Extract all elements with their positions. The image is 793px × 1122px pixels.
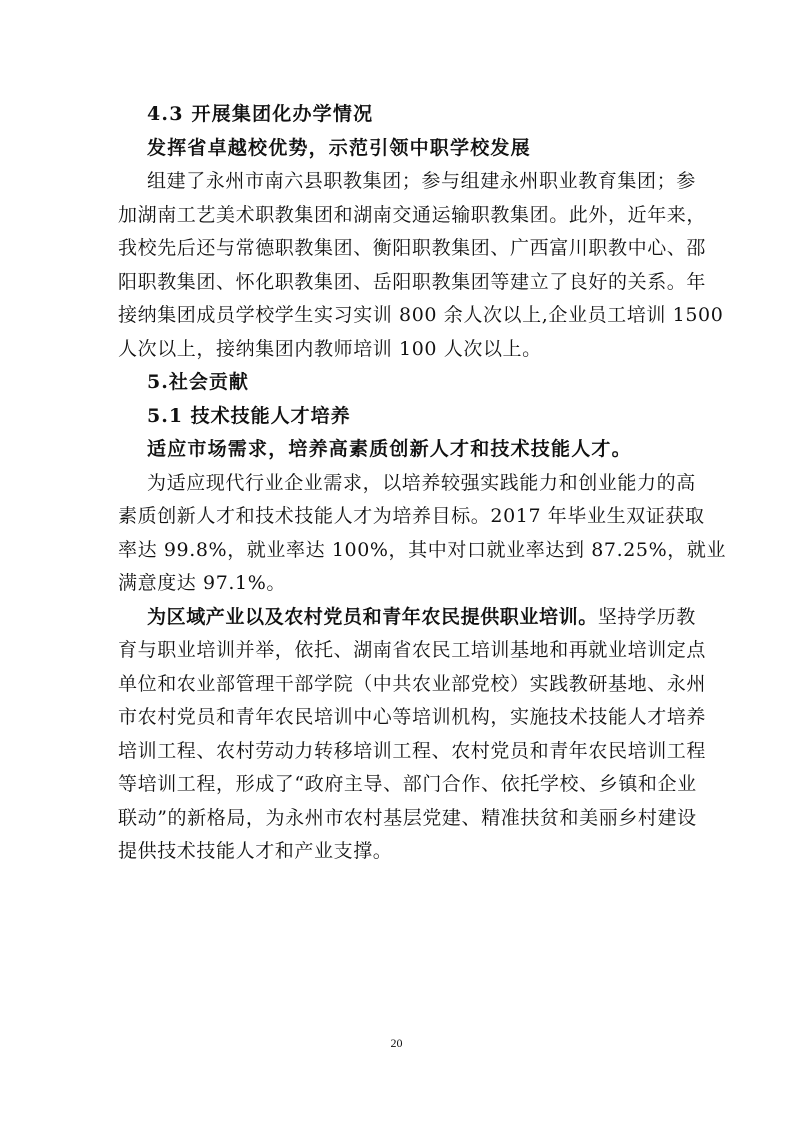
paragraph-line bbox=[118, 601, 696, 635]
paragraph-line: 培训工程、农村劳动力转移培训工程、农村党员和青年农民培训工程 bbox=[118, 739, 707, 762]
section-subheading-5-1: 适应市场需求，培养高素质创新人才和技术技能人才。 bbox=[147, 438, 632, 460]
paragraph-line: 我校先后还与常德职教集团、衡阳职教集团、广西富川职教中心、邵 bbox=[118, 237, 707, 259]
paragraph-line: 育与职业培训并举，依托、湖南省农民工培训基地和再就业培训定点 bbox=[118, 639, 707, 661]
lead-continuation: 坚持学历教 bbox=[597, 605, 696, 628]
paragraph-line: 加湖南工艺美术职教集团和湖南交通运输职教集团。此外，近年来， bbox=[118, 203, 707, 226]
section-subheading-4-3: 发挥省卓越校优势，示范引领中职学校发展 bbox=[147, 136, 531, 159]
page-number: 20 bbox=[390, 1036, 403, 1050]
paragraph-line: 组建了永州市南六县职教集团；参与组建永州职业教育集团；参 bbox=[147, 170, 696, 192]
paragraph-line: 为适应现代行业企业需求，以培养较强实践能力和创业能力的高 bbox=[147, 471, 696, 494]
paragraph-line: 接纳集团成员学校学生实习实训 800 余人次以上,企业员工培训 1500 bbox=[118, 304, 724, 326]
paragraph-line: 单位和农业部管理干部学院（中共农业部党校）实践教研基地、永州 bbox=[118, 672, 707, 695]
paragraph-line: 阳职教集团、怀化职教集团、岳阳职教集团等建立了良好的关系。年 bbox=[118, 270, 707, 293]
section-heading-4-3: 4.3 开展集团化办学情况 bbox=[147, 103, 374, 125]
paragraph-line: 提供技术技能人才和产业支撑。 bbox=[118, 840, 393, 862]
bold-lead-text: 为区域产业以及农村党员和青年农民提供职业培训。 bbox=[147, 605, 598, 628]
paragraph-line: 人次以上，接纳集团内教师培训 100 人次以上。 bbox=[118, 337, 542, 360]
paragraph-line: 率达 99.8%，就业率达 100%，其中对口就业率达到 87.25%，就业 bbox=[118, 538, 727, 561]
paragraph-line: 联动”的新格局，为永州市农村基层党建、精准扶贫和美丽乡村建设 bbox=[118, 806, 697, 829]
page-content bbox=[118, 98, 727, 869]
paragraph-5-1-b bbox=[118, 601, 707, 869]
section-heading-5: 5.社会贡献 bbox=[147, 371, 249, 393]
paragraph-line: 素质创新人才和技术技能人才为培养目标。2017 年毕业生双证获取 bbox=[118, 505, 705, 527]
paragraph-line: 满意度达 97.1%。 bbox=[118, 572, 286, 594]
paragraph-4-3 bbox=[118, 165, 724, 366]
paragraph-5-1-a bbox=[118, 467, 727, 601]
section-heading-5-1: 5.1 技术技能人才培养 bbox=[147, 404, 351, 427]
paragraph-line: 市农村党员和青年农民培训中心等培训机构，实施技术技能人才培养 bbox=[118, 706, 707, 728]
paragraph-line: 等培训工程，形成了“政府主导、部门合作、依托学校、乡镇和企业 bbox=[118, 773, 697, 795]
